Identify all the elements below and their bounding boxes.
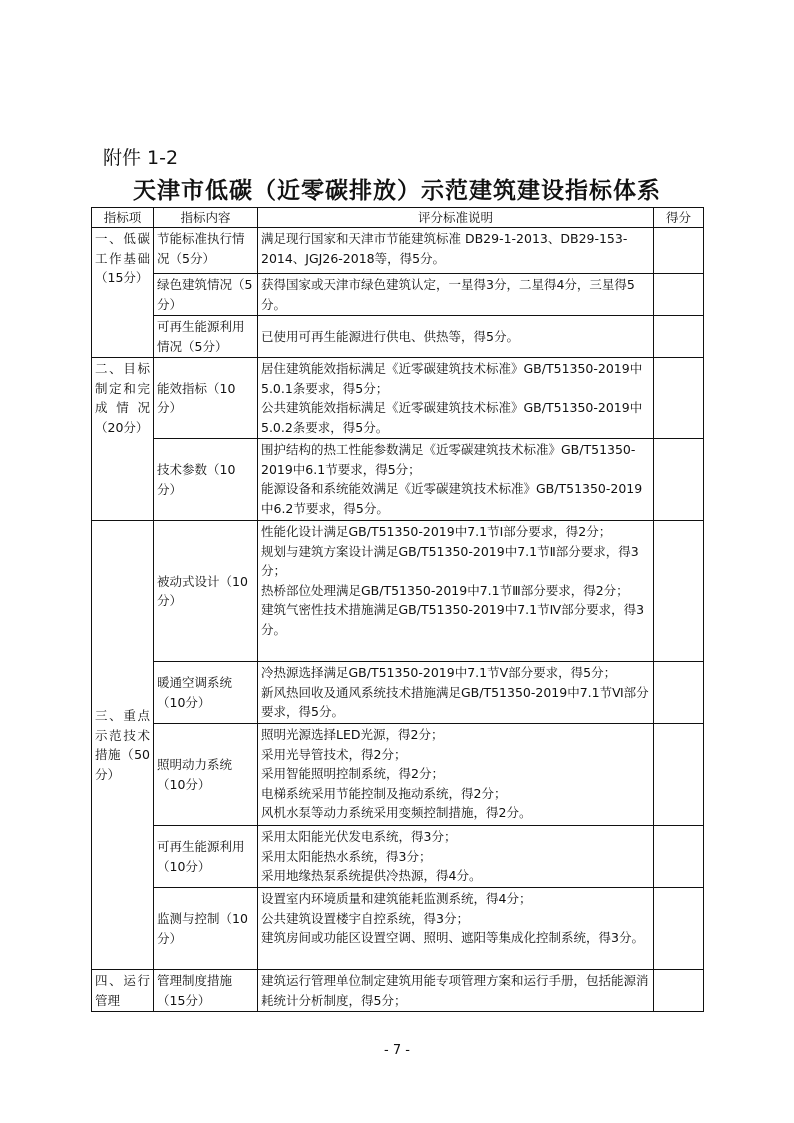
score-cell bbox=[654, 662, 704, 724]
content-cell: 管理制度措施（15分） bbox=[154, 970, 258, 1012]
criteria-line: 冷热源选择满足GB/T51350-2019中7.1节Ⅴ部分要求，得5分； bbox=[261, 665, 617, 680]
document-title: 天津市低碳（近零碳排放）示范建筑建设指标体系 bbox=[133, 178, 661, 204]
table-row bbox=[92, 888, 704, 970]
content-cell: 被动式设计（10分） bbox=[154, 521, 258, 662]
header-score: 得分 bbox=[654, 208, 704, 228]
criteria-line: 围护结构的热工性能参数满足《近零碳建筑技术标准》GB/T51350-2019中6.1节要求，得5分； bbox=[261, 442, 636, 477]
category-cell: 三、重点示范技术措施（50分） bbox=[92, 521, 154, 970]
content-cell: 监测与控制（10分） bbox=[154, 888, 258, 970]
criteria-line: 采用太阳能热水系统，得3分； bbox=[261, 848, 432, 864]
criteria-line: 获得国家或天津市绿色建筑认定，一星得3分，二星得4分，三星得5分。 bbox=[261, 277, 635, 312]
criteria-cell bbox=[258, 228, 654, 274]
criteria-cell bbox=[258, 888, 654, 970]
criteria-cell bbox=[258, 826, 654, 888]
table-row bbox=[92, 228, 704, 274]
criteria-cell bbox=[258, 316, 654, 358]
table-row bbox=[92, 662, 704, 724]
criteria-line: 采用地缘热泵系统提供冷热源，得4分。 bbox=[261, 868, 482, 883]
score-cell bbox=[654, 439, 704, 521]
attachment-label: 附件 1-2 bbox=[103, 147, 179, 169]
criteria-line: 规划与建筑方案设计满足GB/T51350-2019中7.1节Ⅱ部分要求，得3分； bbox=[261, 543, 639, 578]
content-cell: 暖通空调系统（10分） bbox=[154, 662, 258, 724]
criteria-cell bbox=[258, 662, 654, 724]
score-cell bbox=[654, 358, 704, 439]
criteria-line: 能源设备和系统能效满足《近零碳建筑技术标准》GB/T51350-2019中6.2节要求，得5分。 bbox=[261, 481, 643, 516]
score-cell bbox=[654, 228, 704, 274]
criteria-line: 居住建筑能效指标满足《近零碳建筑技术标准》GB/T51350-2019中5.0.1条要求，得5分； bbox=[261, 361, 643, 396]
criteria-line: 公共建筑设置楼宇自控系统，得3分； bbox=[261, 910, 469, 926]
score-cell bbox=[654, 316, 704, 358]
page-number: - 7 - bbox=[384, 1043, 410, 1058]
criteria-line: 建筑气密性技术措施满足GB/T51350-2019中7.1节Ⅳ部分要求，得3分。 bbox=[261, 602, 645, 637]
criteria-line: 设置室内环境质量和建筑能耗监测系统，得4分； bbox=[261, 891, 532, 906]
criteria-line: 电梯系统采用节能控制及拖动系统，得2分； bbox=[261, 785, 507, 801]
criteria-cell bbox=[258, 970, 654, 1012]
content-cell: 可再生能源利用情况（5分） bbox=[154, 316, 258, 358]
score-cell bbox=[654, 888, 704, 970]
content-cell: 节能标准执行情况（5分） bbox=[154, 228, 258, 274]
category-cell: 二、目标制定和完成情况（20分） bbox=[92, 358, 154, 521]
category-cell: 一、低碳工作基础（15分） bbox=[92, 228, 154, 358]
content-cell: 技术参数（10分） bbox=[154, 439, 258, 521]
criteria-line: 满足现行国家和天津市节能建筑标准 DB29-1-2013、DB29-153-2014、JGJ26-2018等，得5分。 bbox=[261, 231, 628, 266]
criteria-line: 公共建筑能效指标满足《近零碳建筑技术标准》GB/T51350-2019中5.0.2条要求，得5分。 bbox=[261, 400, 643, 435]
criteria-line: 新风热回收及通风系统技术措施满足GB/T51350-2019中7.1节Ⅵ部分要求，得5分。 bbox=[261, 684, 649, 719]
criteria-line: 建筑运行管理单位制定建筑用能专项管理方案和运行手册，包括能源消耗统计分析制度，得5分； bbox=[261, 973, 649, 1008]
criteria-cell bbox=[258, 274, 654, 316]
table-row bbox=[92, 521, 704, 662]
score-cell bbox=[654, 521, 704, 662]
table-row bbox=[92, 274, 704, 316]
category-cell: 四、运行管理 bbox=[92, 970, 154, 1012]
table-row bbox=[92, 724, 704, 826]
table-row bbox=[92, 439, 704, 521]
criteria-cell bbox=[258, 358, 654, 439]
criteria-line: 建筑房间或功能区设置空调、照明、遮阳等集成化控制系统，得3分。 bbox=[261, 930, 644, 945]
content-cell: 绿色建筑情况（5分） bbox=[154, 274, 258, 316]
table-row bbox=[92, 316, 704, 358]
score-cell bbox=[654, 274, 704, 316]
content-cell: 照明动力系统（10分） bbox=[154, 724, 258, 826]
score-cell bbox=[654, 970, 704, 1012]
criteria-line: 采用智能照明控制系统，得2分； bbox=[261, 766, 444, 781]
table-header-row bbox=[92, 208, 704, 228]
indicator-table bbox=[91, 207, 704, 1012]
header-indicator-item: 指标项 bbox=[92, 208, 154, 228]
score-cell bbox=[654, 826, 704, 888]
criteria-line: 照明光源选择LED光源，得2分； bbox=[261, 727, 444, 742]
criteria-line: 性能化设计满足GB/T51350-2019中7.1节Ⅰ部分要求，得2分； bbox=[261, 524, 612, 539]
content-cell: 能效指标（10分） bbox=[154, 358, 258, 439]
criteria-line: 已使用可再生能源进行供电、供热等，得5分。 bbox=[261, 328, 519, 344]
criteria-cell bbox=[258, 521, 654, 662]
table-row bbox=[92, 358, 704, 439]
criteria-line: 热桥部位处理满足GB/T51350-2019中7.1节Ⅲ部分要求，得2分； bbox=[261, 582, 629, 598]
criteria-line: 风机水泵等动力系统采用变频控制措施，得2分。 bbox=[261, 805, 532, 820]
score-cell bbox=[654, 724, 704, 826]
criteria-line: 采用光导管技术，得2分； bbox=[261, 746, 407, 762]
criteria-cell bbox=[258, 724, 654, 826]
criteria-line: 采用太阳能光伏发电系统，得3分； bbox=[261, 829, 457, 844]
header-indicator-content: 指标内容 bbox=[154, 208, 258, 228]
header-scoring-criteria: 评分标准说明 bbox=[258, 208, 654, 228]
table-row bbox=[92, 826, 704, 888]
content-cell: 可再生能源利用（10分） bbox=[154, 826, 258, 888]
criteria-cell bbox=[258, 439, 654, 521]
table-row bbox=[92, 970, 704, 1012]
